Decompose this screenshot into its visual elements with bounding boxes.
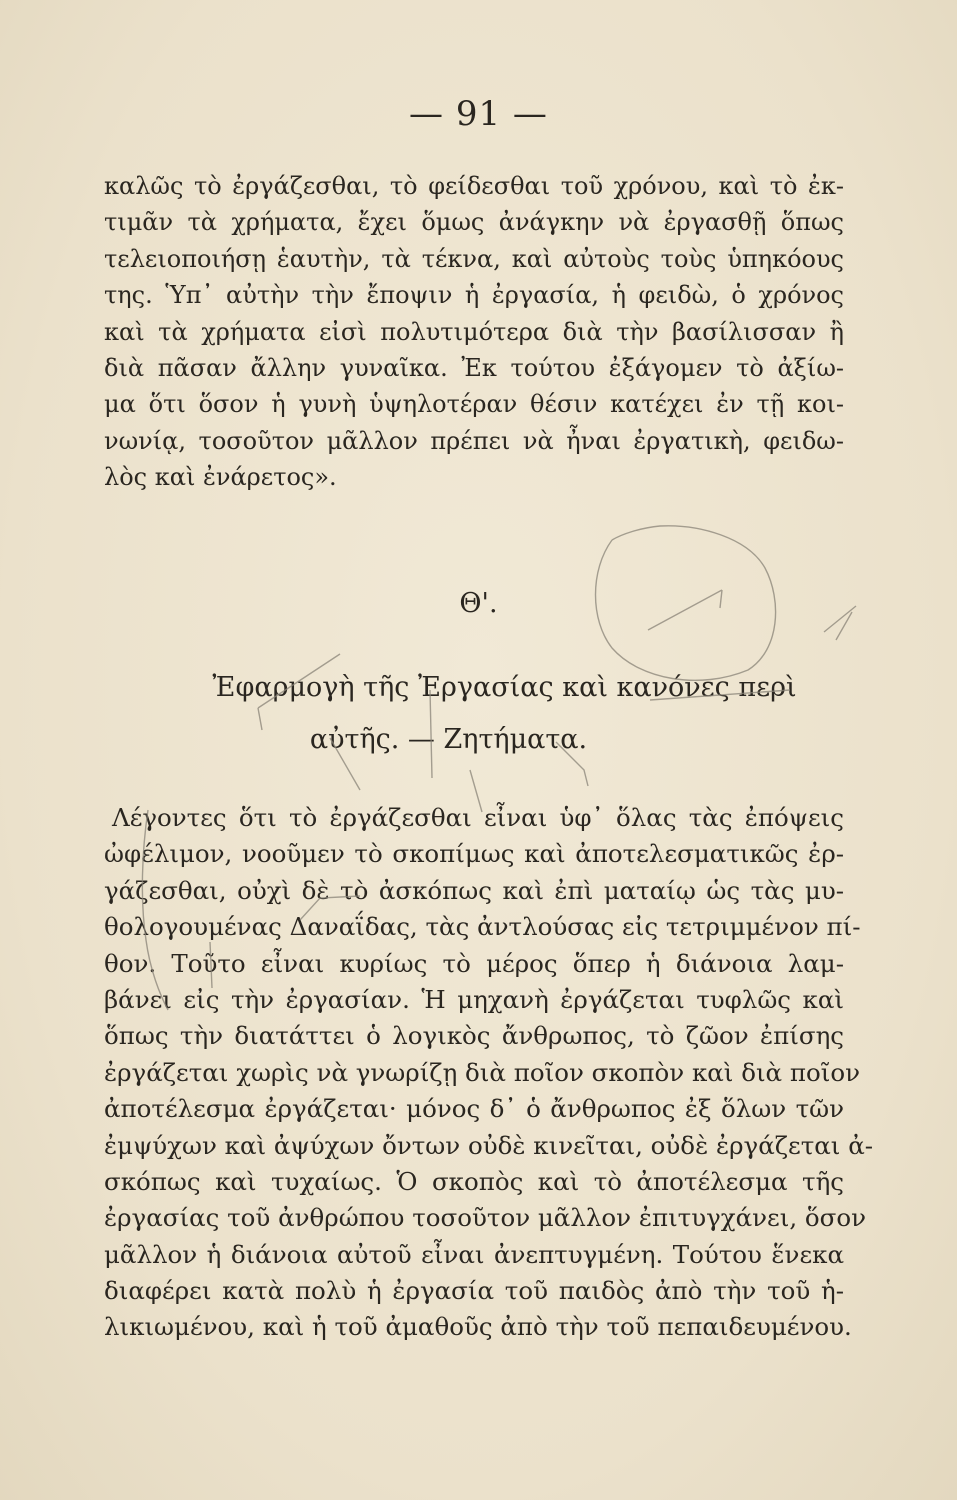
body-line: ἐργασίας τοῦ ἀνθρώπου τοσοῦτον μᾶλλον ἐπιτυγχάνει, ὅσον [104,1203,867,1233]
body-line: γάζεσθαι, οὐχὶ δὲ τὸ ἀσκόπως καὶ ἐπὶ ματαίῳ ὡς τὰς μυ- [104,875,844,905]
body-line: βάνει εἰς τὴν ἐργασίαν. Ἡ μηχανὴ ἐργάζεται τυφλῶς καὶ [104,984,844,1014]
body-line: ὅπως τὴν διατάττει ὁ λογικὸς ἄνθρωπος, τὸ ζῶον ἐπίσης [104,1021,844,1051]
body-line: διαφέρει κατὰ πολὺ ἡ ἐργασία τοῦ παιδὸς ἀπὸ τὴν τοῦ ἡ- [104,1276,844,1306]
quote-paragraph [104,168,844,496]
body-line: σκόπως καὶ τυχαίως. Ὁ σκοπὸς καὶ τὸ ἀποτέλεσμα τῆς [104,1166,844,1196]
body-line: ὠφέλιμον, νοοῦμεν τὸ σκοπίμως καὶ ἀποτελεσματικῶς ἐρ- [104,839,844,869]
body-line: λικιωμένου, καὶ ἡ τοῦ ἀμαθοῦς ἀπὸ τὴν τοῦ πεπαιδευμένου. [104,1312,852,1342]
quote-line: καὶ τὰ χρήματα εἰσὶ πολυτιμότερα διὰ τὴν βασίλισσαν ἢ [104,317,844,346]
quote-line: νωνίᾳ, τοσοῦτον μᾶλλον πρέπει νὰ ἦναι ἐργατικὴ, φειδω- [104,426,844,455]
section-number: Θ'. [459,588,498,619]
quote-line: λὸς καὶ ἐνάρετος». [104,463,337,492]
body-line: θον. Τοῦτο εἶναι κυρίως τὸ μέρος ὅπερ ἡ διάνοια λαμ- [104,948,844,978]
quote-line: μα ὅτι ὅσον ἡ γυνὴ ὑψηλοτέραν θέσιν κατέχει ἐν τῇ κοι- [104,390,844,419]
section-title: Ἐφαρμογὴ τῆς Ἐργασίας καὶ κανόνες περὶ [212,672,797,703]
quote-line: τιμᾶν τὰ χρήματα, ἔχει ὅμως ἀνάγκην νὰ ἐργασθῇ ὅπως [104,208,844,237]
body-line: Λέγοντες ὅτι τὸ ἐργάζεσθαι εἶναι ὑφ᾽ ὅλας τὰς ἐπόψεις [112,803,844,832]
page-number: — 91 — [409,94,548,134]
quote-line: της. Ὑπ᾽ αὐτὴν τὴν ἔποψιν ἡ ἐργασία, ἡ φειδὼ, ὁ χρόνος [104,281,844,310]
body-line: θολογουμένας Δαναΐδας, τὰς ἀντλούσας εἰς τετριμμένον πί- [104,912,861,942]
quote-line: καλῶς τὸ ἐργάζεσθαι, τὸ φείδεσθαι τοῦ χρόνου, καὶ τὸ ἐκ- [104,172,844,200]
body-paragraph [104,800,874,1346]
body-line: μᾶλλον ἡ διάνοια αὐτοῦ εἶναι ἀνεπτυγμένη. Τούτου ἕνεκα [104,1239,844,1269]
quote-line: τελειοποιήσῃ ἑαυτὴν, τὰ τέκνα, καὶ αὐτοὺς τοὺς ὑπηκόους [104,244,844,273]
body-line: ἐργάζεται χωρὶς νὰ γνωρίζῃ διὰ ποῖον σκοπὸν καὶ διὰ ποῖον [104,1057,860,1087]
body-line: ἀποτέλεσμα ἐργάζεται· μόνος δ᾽ ὁ ἄνθρωπος ἐξ ὅλων τῶν [104,1094,844,1124]
section-subtitle: αὐτῆς. — Ζητήματα. [309,724,588,755]
body-line: ἐμψύχων καὶ ἀψύχων ὄντων οὐδὲ κινεῖται, οὐδὲ ἐργάζεται ἀ- [104,1130,874,1160]
quote-line: διὰ πᾶσαν ἄλλην γυναῖκα. Ἐκ τούτου ἐξάγομεν τὸ ἀξίω- [104,353,844,382]
